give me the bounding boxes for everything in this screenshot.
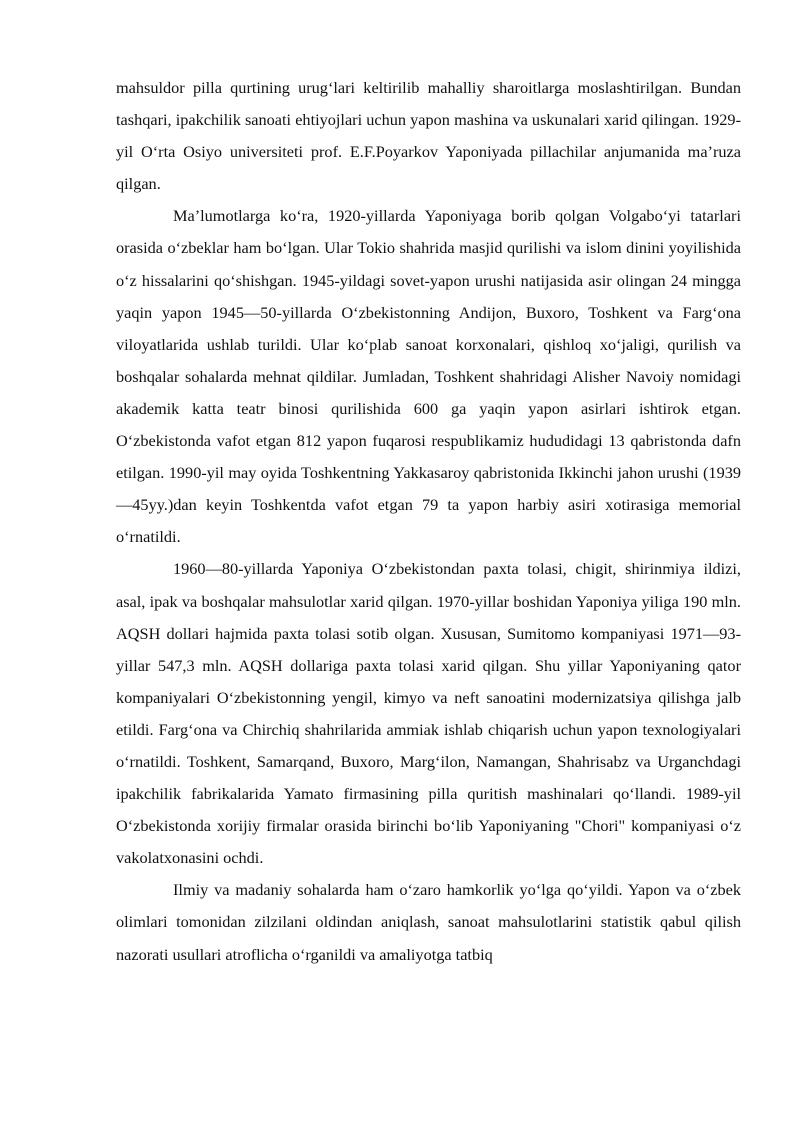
document-page	[116, 72, 741, 971]
paragraph-1: mahsuldor pilla qurtining urug‘lari keltirilib mahalliy sharoitlarga moslashtirilgan. Bundan tashqari, ipakchilik sanoati ehtiyojlari uchun yapon mashina va uskunalari xarid qilingan. 1929-yil O‘rta Osiyo universiteti prof. E.F.Poyarkov Yaponiyada pillachilar anjumanida ma’ruza qilgan.	[116, 78, 741, 194]
paragraph-2: Ma’lumotlarga ko‘ra, 1920-yillarda Yaponiyaga borib qolgan Volgabo‘yi tatarlari orasida o‘zbeklar ham bo‘lgan. Ular Tokio shahrida masjid qurilishi va islom dinini yoyilishida o‘z hissalarini qo‘shishgan. 1945-yildagi sovet-yapon urushi natijasida asir olingan 24 mingga yaqin yapon 1945—50-yillarda O‘zbekistonning Andijon, Buxoro, Toshkent va Farg‘ona viloyatlarida ushlab turildi. Ular ko‘plab sanoat korxonalari, qishloq xo‘jaligi, qurilish va boshqalar sohalarda mehnat qildilar. Jumladan, Toshkent shahridagi Alisher Navoiy nomidagi akademik katta teatr binosi qurilishida 600 ga yaqin yapon asirlari ishtirok etgan. O‘zbekistonda vafot etgan 812 yapon fuqarosi respublikamiz hududidagi 13 qabristonda dafn etilgan. 1990-yil may oyida Toshkentning Yakkasaroy qabristonida Ikkinchi jahon urushi (1939—45yy.)dan keyin Toshkentda vafot etgan 79 ta yapon harbiy asiri xotirasiga memorial o‘rnatildi.	[116, 206, 741, 547]
paragraph-4: Ilmiy va madaniy sohalarda ham o‘zaro hamkorlik yo‘lga qo‘yildi. Yapon va o‘zbek olimlari tomonidan zilzilani oldindan aniqlash, sanoat mahsulotlarini statistik qabul qilish nazorati usullari atroflicha o‘rganildi va amaliyotga tatbiq	[116, 880, 741, 964]
paragraph-3: 1960—80-yillarda Yaponiya O‘zbekistondan paxta tolasi, chigit, shirinmiya ildizi, asal, ipak va boshqalar mahsulotlar xarid qilgan. 1970-yillar boshidan Yaponiya yiliga 190 mln. AQSH dollari hajmida paxta tolasi sotib olgan. Xususan, Sumitomo kompaniyasi 1971—93-yillar 547,3 mln. AQSH dollariga paxta tolasi xarid qilgan. Shu yillar Yaponiyaning qator kompaniyalari O‘zbekistonning yengil, kimyo va neft sanoatini modernizatsiya qilishga jalb etildi. Farg‘ona va Chirchiq shahrilarida ammiak ishlab chiqarish uchun yapon texnologiyalari o‘rnatildi. Toshkent, Samarqand, Buxoro, Marg‘ilon, Namangan, Shahrisabz va Urganchdagi ipakchilik fabrikalarida Yamato firmasining pilla quritish mashinalari qo‘llandi. 1989-yil O‘zbekistonda xorijiy firmalar orasida birinchi bo‘lib Yaponiyaning "Chori" kompaniyasi o‘z vakolatxonasini ochdi.	[116, 559, 741, 868]
